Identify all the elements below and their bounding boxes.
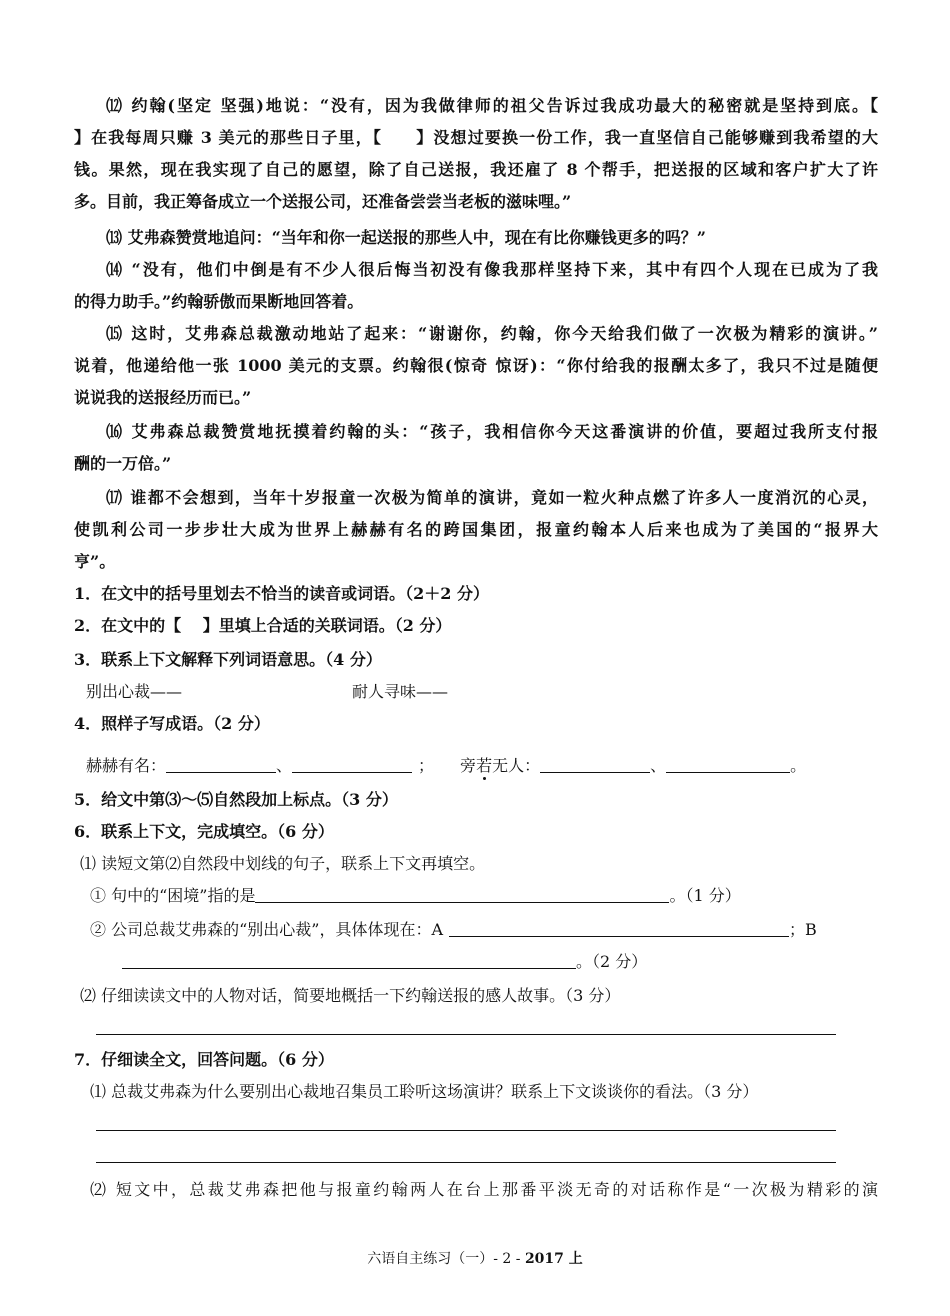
p15-line2: 说着，他递给他一张 1000 美元的支票。约翰很(惊奇 惊讶)：“你付给我的报酬太多了，我只不过是随便 — [74, 356, 878, 375]
q3-term-1: 别出心裁—— — [86, 682, 183, 701]
q6-2-answer-line[interactable] — [96, 1034, 836, 1035]
q7-1-answer-line-1[interactable] — [96, 1130, 836, 1131]
p16-line2: 酬的一万倍。” — [74, 454, 172, 473]
question-6: 6．联系上下文，完成填空。（6 分） — [74, 822, 334, 841]
q3-term-2: 耐人寻味—— — [352, 682, 449, 701]
q7-part-2: ⑵ 短文中，总裁艾弗森把他与报童约翰两人在台上那番平淡无奇的对话称作是“一次极为精彩的演 — [90, 1180, 878, 1199]
p15-line3: 说说我的送报经历而已。” — [74, 388, 252, 407]
p14-line2: 的得力助手。”约翰骄傲而果断地回答着。 — [74, 292, 364, 311]
question-2: 2．在文中的【 】里填上合适的关联词语。（2 分） — [74, 616, 452, 635]
q6-1a-line: ① 句中的“困境”指的是 。（1 分） — [90, 886, 741, 905]
q6-part-2: ⑵ 仔细读读文中的人物对话，简要地概括一下约翰送报的感人故事。（3 分） — [80, 986, 621, 1005]
q7-1-answer-line-2[interactable] — [96, 1162, 836, 1163]
p12-line4: 多。目前，我正筹备成立一个送报公司，还准备尝尝当老板的滋味哩。” — [74, 192, 572, 211]
p17-line3: 亨”。 — [74, 552, 116, 571]
question-5: 5．给文中第⑶～⑸自然段加上标点。（3 分） — [74, 790, 398, 809]
p13-line1: ⒀ 艾弗森赞赏地追问：“当年和你一起送报的那些人中，现在有比你赚钱更多的吗？” — [106, 228, 706, 247]
q7-part-1: ⑴ 总裁艾弗森为什么要别出心裁地召集员工聆听这场演讲？联系上下文谈谈你的看法。（3 分） — [90, 1082, 759, 1101]
question-4: 4．照样子写成语。（2 分） — [74, 714, 270, 733]
word-choice-2: 惊奇 惊讶 — [452, 356, 531, 375]
p17-line1: ⒄ 谁都不会想到，当年十岁报童一次极为简单的演讲，竟如一粒火种点燃了许多人一度消沉的心灵， — [106, 488, 878, 507]
p12-line3: 钱。果然，现在我实现了自己的愿望，除了自己送报，我还雇了 8 个帮手，把送报的区域和客户扩大了许 — [74, 160, 878, 179]
q4-blank-4[interactable] — [666, 756, 790, 773]
word-choice-1: 坚定 坚强 — [175, 96, 257, 115]
question-7: 7．仔细读全文，回答问题。（6 分） — [74, 1050, 334, 1069]
q6-1b-line2: 。（2 分） — [122, 952, 647, 972]
q6-part-1: ⑴ 读短文第⑵自然段中划线的句子，联系上下文再填空。 — [80, 854, 486, 873]
q6-1b-line: ② 公司总裁艾弗森的“别出心裁”，具体体现在：A ；B — [90, 920, 817, 939]
p12-line1: ⑿ 约翰(坚定 坚强)地说：“没有，因为我做律师的祖父告诉过我成功最大的秘密就是坚持到底。【 — [106, 96, 878, 115]
p12-line2: 】在我每周只赚 3 美元的那些日子里，【 】没想过要换一份工作，我一直坚信自己能够赚到我希望的大 — [74, 128, 878, 147]
q4-blank-3[interactable] — [540, 756, 650, 773]
page-footer: 六语自主练习（一）- 2 - 2017 上 — [367, 1251, 583, 1267]
p14-line1: ⒁ “没有，他们中倒是有不少人很后悔当初没有像我那样坚持下来，其中有四个人现在已成为了我 — [106, 260, 878, 279]
p17-line2: 使凯利公司一步步壮大成为世界上赫赫有名的跨国集团，报童约翰本人后来也成为了美国的“报界大 — [74, 520, 878, 539]
question-3: 3．联系上下文解释下列词语意思。（4 分） — [74, 650, 382, 669]
q4-answer-line: 赫赫有名： 、 ； 旁若无人： 、 。 — [86, 756, 807, 775]
q4-blank-1[interactable] — [166, 756, 276, 773]
q6-1a-blank[interactable] — [255, 886, 669, 903]
p16-line1: ⒃ 艾弗森总裁赞赏地抚摸着约翰的头：“孩子，我相信你今天这番演讲的价值，要超过我所支付报 — [106, 422, 878, 441]
question-1: 1．在文中的括号里划去不恰当的读音或词语。（2＋2 分） — [74, 584, 489, 603]
q4-blank-2[interactable] — [292, 756, 412, 773]
q6-1b-blank-a[interactable] — [449, 920, 789, 937]
q6-1b-blank-b[interactable] — [122, 952, 576, 969]
p15-line1: ⒂ 这时，艾弗森总裁激动地站了起来：“谢谢你，约翰，你今天给我们做了一次极为精彩的演讲。” — [106, 324, 878, 343]
